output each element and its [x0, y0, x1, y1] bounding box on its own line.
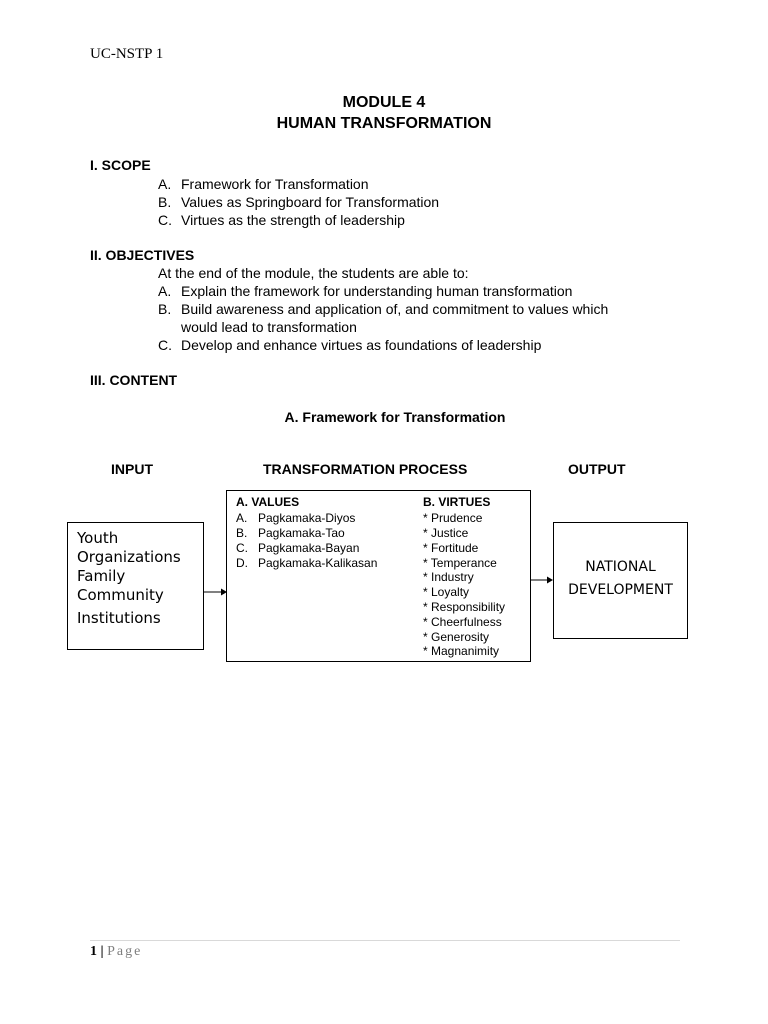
arrow-input-to-process — [204, 587, 228, 597]
output-item: NATIONAL — [585, 559, 656, 575]
virtue-item: * Generosity — [423, 630, 490, 644]
page-number: 1 — [90, 944, 97, 959]
values-heading: A. VALUES — [236, 495, 300, 509]
objective-item-continuation: would lead to transformation — [181, 319, 357, 335]
virtue-item: * Fortitude — [423, 541, 479, 555]
scope-heading: I. SCOPE — [90, 157, 151, 173]
virtue-item: * Loyalty — [423, 585, 470, 599]
objectives-heading: II. OBJECTIVES — [90, 247, 195, 263]
process-label: TRANSFORMATION PROCESS — [263, 461, 468, 477]
process-box — [226, 490, 531, 662]
virtue-item: * Justice — [423, 526, 469, 540]
input-item: Family — [77, 567, 126, 585]
module-title: MODULE 4 — [342, 94, 426, 111]
virtue-item: * Cheerfulness — [423, 615, 502, 629]
value-item: B. Pagkamaka-Tao — [236, 526, 345, 540]
value-item: C. Pagkamaka-Bayan — [236, 541, 360, 555]
framework-subheading: A. Framework for Transformation — [284, 409, 506, 425]
input-item: Youth — [77, 529, 119, 547]
footer-divider — [90, 940, 680, 941]
virtue-item: * Temperance — [423, 556, 497, 570]
virtue-item: * Magnanimity — [423, 644, 500, 658]
scope-item: C. Virtues as the strength of leadership — [158, 212, 405, 228]
objective-item: B. Build awareness and application of, and commitment to values which — [158, 301, 609, 317]
input-item: Institutions — [77, 609, 161, 627]
objective-item: C. Develop and enhance virtues as foundations of leadership — [158, 337, 542, 353]
objectives-intro: At the end of the module, the students are able to: — [158, 265, 469, 281]
page-word: Page — [107, 944, 143, 959]
output-item: DEVELOPMENT — [568, 582, 673, 598]
value-item: A. Pagkamaka-Diyos — [236, 511, 356, 525]
virtue-item: * Prudence — [423, 511, 483, 525]
scope-item: B. Values as Springboard for Transformation — [158, 194, 440, 210]
page-footer: 1 | Page — [90, 944, 143, 959]
input-item: Community — [77, 586, 164, 604]
output-box — [553, 522, 688, 639]
value-item: D. Pagkamaka-Kalikasan — [236, 556, 378, 570]
virtue-item: * Industry — [423, 570, 474, 584]
input-label: INPUT — [111, 461, 153, 477]
virtue-item: * Responsibility — [423, 600, 506, 614]
input-item: Organizations — [77, 548, 181, 566]
arrow-process-to-output — [531, 575, 555, 585]
virtues-heading: B. VIRTUES — [423, 495, 491, 509]
content-heading: III. CONTENT — [90, 372, 178, 388]
objective-item: A. Explain the framework for understanding human transformation — [158, 283, 573, 299]
input-box — [67, 522, 204, 650]
output-label: OUTPUT — [568, 461, 626, 477]
document-header: UC-NSTP 1 — [90, 46, 164, 62]
scope-item: A. Framework for Transformation — [158, 176, 369, 192]
module-subtitle: HUMAN TRANSFORMATION — [276, 115, 492, 132]
